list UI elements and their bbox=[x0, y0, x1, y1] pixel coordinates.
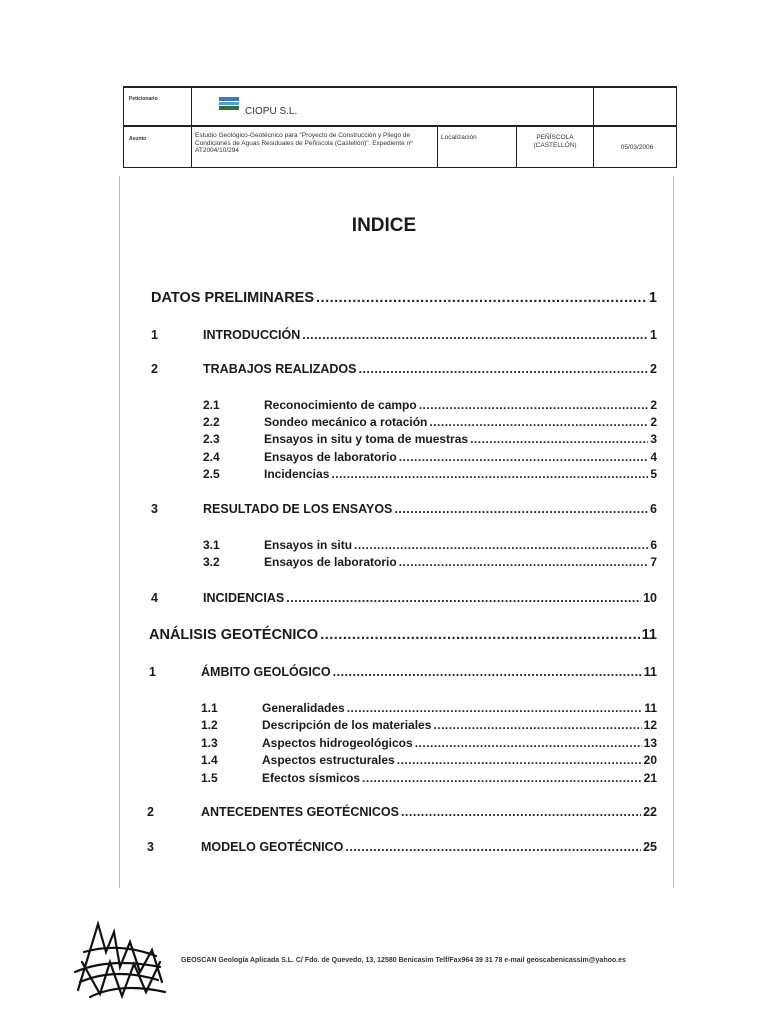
toc-page-number: 2 bbox=[650, 398, 657, 412]
toc-item-label: Incidencias bbox=[264, 467, 330, 481]
toc-page-number: 25 bbox=[643, 840, 657, 854]
leader-dots bbox=[433, 718, 641, 732]
toc-section[interactable] bbox=[149, 627, 657, 643]
toc-chapter-label: INTRODUCCIÓN bbox=[203, 328, 301, 342]
toc-item-label: Descripción de los materiales bbox=[262, 718, 432, 732]
toc-chapter-number: 2 bbox=[147, 805, 154, 819]
subject-label: Asunto bbox=[129, 136, 147, 142]
leader-dots bbox=[362, 771, 642, 785]
leader-dots bbox=[286, 591, 641, 605]
toc-page-number: 7 bbox=[650, 555, 657, 569]
toc-chapter[interactable] bbox=[201, 805, 657, 819]
toc-chapter-label: ÁMBITO GEOLÓGICO bbox=[201, 665, 331, 679]
toc-item[interactable] bbox=[264, 538, 657, 552]
toc-item-number: 1.4 bbox=[201, 753, 218, 767]
leader-dots bbox=[394, 502, 648, 516]
leader-dots bbox=[302, 328, 648, 342]
toc-chapter-label: INCIDENCIAS bbox=[203, 591, 285, 605]
toc-item[interactable] bbox=[264, 398, 657, 412]
toc-chapter-number: 1 bbox=[151, 328, 158, 342]
toc-item-label: Ensayos in situ y toma de muestras bbox=[264, 432, 469, 446]
header-divider bbox=[516, 126, 517, 168]
leader-dots bbox=[401, 805, 641, 819]
toc-chapter[interactable] bbox=[203, 591, 657, 605]
toc-page-number: 11 bbox=[641, 627, 657, 643]
toc-item-label: Ensayos in situ bbox=[264, 538, 353, 552]
leader-dots bbox=[354, 538, 648, 552]
leader-dots bbox=[399, 555, 649, 569]
toc-chapter-label: TRABAJOS REALIZADOS bbox=[203, 362, 357, 376]
leader-dots bbox=[331, 467, 648, 481]
toc-page-number: 6 bbox=[650, 538, 657, 552]
toc-item-number: 2.1 bbox=[203, 398, 220, 412]
toc-section[interactable] bbox=[151, 290, 657, 306]
leader-dots bbox=[347, 701, 643, 715]
leader-dots bbox=[345, 840, 641, 854]
location-label: Localización bbox=[441, 134, 477, 141]
document-date: 05/03/2006 bbox=[620, 144, 654, 151]
leader-dots bbox=[399, 450, 649, 464]
toc-chapter-label: ANTECEDENTES GEOTÉCNICOS bbox=[201, 805, 399, 819]
leader-dots bbox=[316, 290, 647, 306]
toc-chapter[interactable] bbox=[203, 502, 657, 516]
toc-item-label: Reconocimiento de campo bbox=[264, 398, 417, 412]
toc-item[interactable] bbox=[262, 771, 657, 785]
leader-dots bbox=[415, 736, 642, 750]
toc-item[interactable] bbox=[264, 432, 657, 446]
toc-page-number: 1 bbox=[650, 328, 657, 342]
toc-page-number: 1 bbox=[648, 290, 657, 306]
leader-dots bbox=[358, 362, 648, 376]
signature-icon bbox=[70, 912, 170, 1002]
toc-page-number: 3 bbox=[650, 432, 657, 446]
toc-chapter-number: 4 bbox=[151, 591, 158, 605]
leader-dots bbox=[429, 415, 648, 429]
leader-dots bbox=[320, 627, 639, 643]
toc-item-label: Sondeo mecánico a rotación bbox=[264, 415, 428, 429]
toc-page-number: 4 bbox=[650, 450, 657, 464]
leader-dots bbox=[333, 665, 642, 679]
toc-item[interactable] bbox=[264, 467, 657, 481]
toc-item-number: 3.1 bbox=[203, 538, 220, 552]
leader-dots bbox=[470, 432, 648, 446]
company-name: CIOPU S.L. bbox=[245, 106, 298, 117]
toc-page-number: 5 bbox=[650, 467, 657, 481]
leader-dots bbox=[397, 753, 642, 767]
toc-page-number: 11 bbox=[643, 665, 657, 679]
toc-chapter[interactable] bbox=[203, 328, 657, 342]
toc-item-number: 1.5 bbox=[201, 771, 218, 785]
header-divider bbox=[437, 126, 438, 168]
toc-page-number: 12 bbox=[643, 718, 657, 732]
toc-page-number: 10 bbox=[643, 591, 657, 605]
toc-section-label: ANÁLISIS GEOTÉCNICO bbox=[149, 627, 319, 643]
toc-page-number: 6 bbox=[650, 502, 657, 516]
footer-text: GEOSCAN Geología Aplicada S.L. C/ Fdo. de Quevedo, 13, 12580 Benicasim Telf/Fax964 39 31 78 e-mail geoscabenicassim@yahoo.es bbox=[181, 957, 626, 964]
toc-item-number: 3.2 bbox=[203, 555, 220, 569]
toc-chapter-number: 2 bbox=[151, 362, 158, 376]
toc-item-label: Generalidades bbox=[262, 701, 345, 715]
toc-item-label: Aspectos estructurales bbox=[262, 753, 395, 767]
toc-item-label: Efectos sísmicos bbox=[262, 771, 361, 785]
toc-chapter-label: MODELO GEOTÉCNICO bbox=[201, 840, 344, 854]
location-value: PEÑÍSCOLA (CASTELLÓN) bbox=[533, 134, 577, 149]
toc-section-label: DATOS PRELIMINARES bbox=[151, 290, 315, 306]
toc-item-label: Ensayos de laboratorio bbox=[264, 450, 397, 464]
toc-item-label: Aspectos hidrogeológicos bbox=[262, 736, 413, 750]
toc-page-number: 11 bbox=[644, 701, 657, 715]
toc-chapter[interactable] bbox=[201, 840, 657, 854]
toc-chapter-number: 3 bbox=[151, 502, 158, 516]
toc-chapter[interactable] bbox=[201, 665, 657, 679]
toc-item-number: 1.2 bbox=[201, 718, 218, 732]
toc-item[interactable] bbox=[264, 555, 657, 569]
subject-text: Estudio Geológico-Geotécnico para "Proyecto de Construcción y Pliego de Condiciones de Aguas Residuales de Peñíscola (Castellón)". Expediente nº AT2004/10/294 bbox=[195, 132, 413, 154]
toc-chapter-number: 1 bbox=[149, 665, 156, 679]
toc-item[interactable] bbox=[262, 701, 657, 715]
requester-label: Peticionario bbox=[129, 96, 158, 102]
toc-page-number: 13 bbox=[643, 736, 657, 750]
toc-chapter-label: RESULTADO DE LOS ENSAYOS bbox=[203, 502, 393, 516]
toc-item-number: 2.2 bbox=[203, 415, 220, 429]
toc-item-number: 1.3 bbox=[201, 736, 218, 750]
page-title: INDICE bbox=[351, 215, 417, 236]
toc-page-number: 2 bbox=[650, 415, 657, 429]
document-header bbox=[123, 86, 677, 168]
toc-item[interactable] bbox=[264, 415, 657, 429]
toc-item-label: Ensayos de laboratorio bbox=[264, 555, 397, 569]
header-divider bbox=[191, 86, 192, 168]
toc-chapter-number: 3 bbox=[147, 840, 154, 854]
toc-item-number: 2.5 bbox=[203, 467, 220, 481]
toc-page-number: 20 bbox=[643, 753, 657, 767]
toc-item[interactable] bbox=[262, 753, 657, 767]
toc-item-number: 1.1 bbox=[201, 701, 218, 715]
toc-item-number: 2.3 bbox=[203, 432, 220, 446]
leader-dots bbox=[419, 398, 649, 412]
toc-page-number: 21 bbox=[643, 771, 657, 785]
toc-item[interactable] bbox=[264, 450, 657, 464]
toc-item-number: 2.4 bbox=[203, 450, 220, 464]
header-divider bbox=[593, 86, 594, 168]
toc-chapter[interactable] bbox=[203, 362, 657, 376]
toc-item[interactable] bbox=[262, 718, 657, 732]
toc-item[interactable] bbox=[262, 736, 657, 750]
toc-page-number: 2 bbox=[650, 362, 657, 376]
company-logo-icon bbox=[218, 96, 240, 111]
toc-page-number: 22 bbox=[643, 805, 657, 819]
